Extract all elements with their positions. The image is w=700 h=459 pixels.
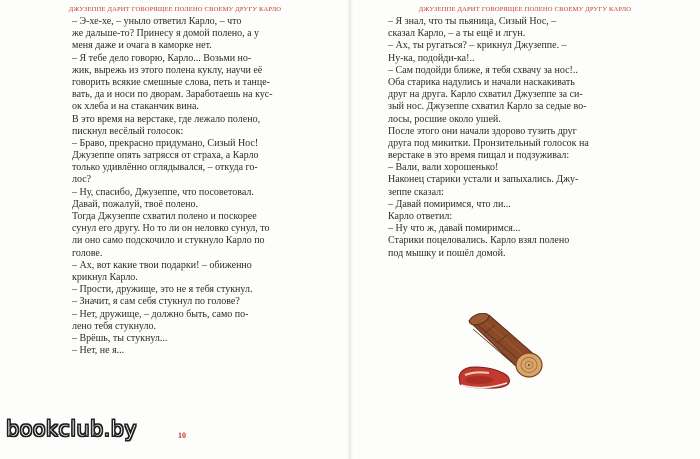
right-text-line: Оба старика надулись и начали наскакивать bbox=[388, 76, 575, 88]
right-text-line: – Ну что ж, давай помиримся... bbox=[388, 223, 521, 235]
left-text-line: ли оно само подскочило и стукнуло Карло по bbox=[72, 235, 265, 247]
right-text-line: – Вали, вали хорошенько! bbox=[388, 162, 499, 174]
right-text-line: – Я знал, что ты пьяница, Сизый Нос, – bbox=[388, 16, 557, 27]
right-text-line: под мышку и пошёл домой. bbox=[388, 247, 506, 259]
left-text-line: В это время на верстаке, где лежало полено, bbox=[72, 113, 261, 125]
left-text-line: Джузеппе опять затрясся от страха, а Карло bbox=[72, 150, 259, 162]
left-text-block bbox=[62, 16, 318, 357]
log-with-slipper-illustration bbox=[455, 313, 551, 393]
right-text-line: лосы, росшие около ушей. bbox=[388, 113, 501, 125]
right-text-line: друг на друга. Карло схватил Джузеппе за си- bbox=[388, 89, 583, 101]
left-text-line: – Браво, прекрасно придумано, Сизый Нос! bbox=[72, 137, 259, 149]
left-text-line: жик, вырежь из этого полена куклу, научи её bbox=[72, 64, 263, 76]
right-text-line: После этого они начали здорово тузить друг bbox=[388, 125, 577, 137]
left-text-line: – Нет, не я... bbox=[72, 345, 125, 357]
left-text-line: – Ах, вот какие твои подарки! – обиженно bbox=[72, 259, 252, 271]
left-text-line: – Ну, спасибо, Джузеппе, что посоветовал. bbox=[72, 186, 254, 198]
left-text-line: же дальше-то? Принесу я домой полено, а у bbox=[72, 28, 260, 40]
left-text-line: – Врёшь, ты стукнул... bbox=[72, 332, 168, 344]
right-text-line: – Давай помиримся, что ли... bbox=[388, 198, 511, 210]
left-text-line: – Э-хе-хе, – уныло ответил Карло, – что bbox=[72, 16, 242, 27]
left-text-line: ок хлеба и на стаканчик вина. bbox=[72, 101, 199, 113]
right-text-line: зеппе сказал: bbox=[388, 186, 444, 198]
left-text-line: – Значит, я сам себя стукнул по голове? bbox=[72, 296, 240, 308]
left-text-line: Давай, пожалуй, твоё полено. bbox=[72, 198, 198, 210]
right-text-line: Наконец старики устали и запыхались. Джу- bbox=[388, 174, 579, 186]
left-text-line: пискнул весёлый голосок: bbox=[72, 125, 184, 137]
left-text-line: – Нет, дружище, – должно быть, само по- bbox=[72, 308, 249, 320]
right-text-line: друга под микитки. Пронзительный голосок на bbox=[388, 137, 589, 149]
right-text-line: верстаке в это время пищал и подзуживал: bbox=[388, 150, 570, 162]
right-text-line: сказал Карло, – а ты ещё и лгун. bbox=[388, 28, 526, 40]
right-text-line: Старики поцеловались. Карло взял полено bbox=[388, 235, 570, 247]
right-text-line: Ну-ка, подойди-ка!.. bbox=[388, 52, 475, 64]
left-text-line: – Я тебе дело говорю, Карло... Возьми но- bbox=[72, 52, 252, 64]
left-text-line: сунул его другу. Но то ли он неловко сунул, то bbox=[72, 223, 270, 235]
left-text-line: меня даже и очага в каморке нет. bbox=[72, 40, 212, 52]
left-text-line: только удивлённо оглядывался, – откуда го- bbox=[72, 162, 258, 174]
left-text-line: вать, да и носи по дворам. Заработаешь на кус- bbox=[72, 89, 273, 101]
left-text-line: Тогда Джузеппе схватил полено и поскорее bbox=[72, 211, 257, 222]
right-text-line: зый нос. Джузеппе схватил Карло за седые во- bbox=[388, 101, 587, 113]
left-text-line: голове. bbox=[72, 247, 103, 259]
right-running-head: ДЖУЗЕППЕ ДАРИТ ГОВОРЯЩЕЕ ПОЛЕНО СВОЕМУ ДРУГУ КАРЛО bbox=[418, 6, 632, 13]
left-text-line: говорить всякие смешные слова, петь и танце- bbox=[72, 76, 270, 88]
left-running-head: ДЖУЗЕППЕ ДАРИТ ГОВОРЯЩЕЕ ПОЛЕНО СВОЕМУ ДРУГУ КАРЛО bbox=[68, 6, 282, 13]
right-text-line: Карло ответил: bbox=[388, 211, 453, 222]
left-text-line: крикнул Карло. bbox=[72, 271, 138, 283]
page-number: 10 bbox=[178, 431, 186, 440]
right-text-line: – Сам подойди ближе, я тебя схвачу за нос!.. bbox=[388, 64, 578, 76]
left-text-line: лос? bbox=[72, 174, 92, 186]
left-text-line: – Прости, дружище, это не я тебя стукнул. bbox=[72, 284, 253, 296]
watermark-logo: bookclub.by bbox=[6, 417, 137, 441]
slipper-icon bbox=[459, 367, 509, 388]
left-text-line: лено тебя стукнуло. bbox=[72, 320, 156, 332]
right-text-block bbox=[378, 16, 634, 260]
right-text-line: – Ах, ты ругаться? – крикнул Джузеппе. – bbox=[388, 40, 567, 52]
